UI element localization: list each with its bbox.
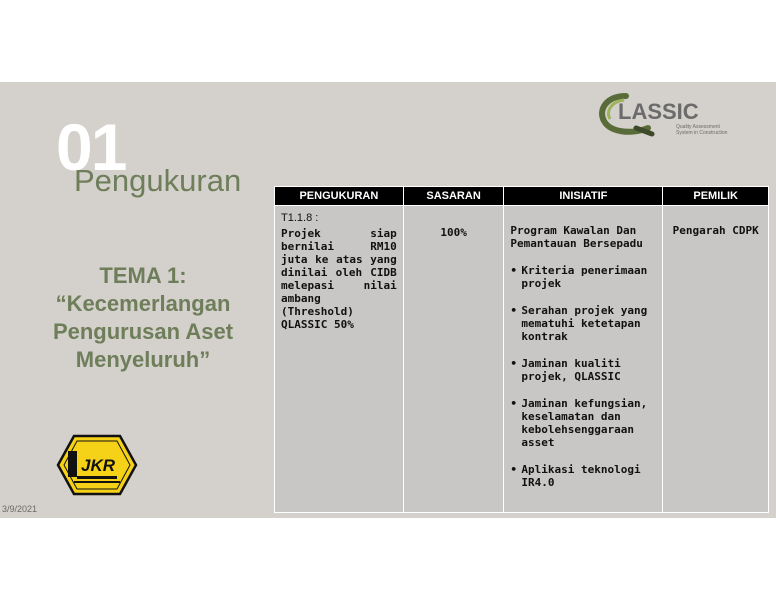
theme-line: “Kecemerlangan [55, 291, 231, 316]
section-title: Pengukuran [74, 163, 242, 198]
table-row [275, 206, 769, 513]
initiative-title: Program Kawalan Dan Pemantauan Bersepadu [510, 224, 643, 250]
target-cell [403, 206, 504, 513]
qlassic-tagline: Quality Assessment [676, 124, 720, 130]
owner-value: Pengarah CDPK [672, 224, 759, 237]
slide-date: 3/9/2021 [2, 504, 38, 514]
theme-title [30, 262, 256, 374]
theme-line: TEMA 1: [99, 263, 187, 288]
list-item: • Jaminan kefungsian, keselamatan dan kebolehsenggaraan asset [510, 397, 656, 449]
qlassic-logo [596, 88, 746, 138]
table-header-row [275, 187, 769, 206]
qlassic-wordmark: LASSIC [618, 99, 699, 124]
header-pemilik: PEMILIK [663, 187, 769, 206]
measure-cell [275, 206, 404, 513]
header-sasaran: SASARAN [403, 187, 504, 206]
theme-line: Pengurusan Aset [52, 319, 234, 344]
theme-line: Menyeluruh” [75, 347, 211, 372]
list-item: • Jaminan kualiti projek, QLASSIC [510, 357, 656, 383]
initiative-list [504, 264, 662, 489]
list-item: • Aplikasi teknologi IR4.0 [510, 463, 656, 489]
header-pengukuran: PENGUKURAN [275, 187, 404, 206]
slide-number: 01 [56, 110, 126, 184]
qlassic-tagline: System in Construction [676, 130, 728, 136]
kpi-table [274, 186, 769, 513]
list-item: • Serahan projek yang mematuhi ketetapan kontrak [510, 304, 656, 343]
jkr-logo [56, 434, 138, 496]
list-item: • Kriteria penerimaan projek [510, 264, 656, 290]
measure-description: Projek siap bernilai RM10 juta ke atas yang dinilai oleh CIDB melepasi nilai ambang (Threshold) QLASSIC 50% [281, 227, 397, 331]
initiative-cell [504, 206, 663, 513]
header-inisiatif: INISIATIF [504, 187, 663, 206]
owner-cell [663, 206, 769, 513]
target-value: 100% [440, 226, 467, 239]
measure-code: T1.1.8 : [281, 212, 319, 224]
jkr-wordmark: JKR [81, 456, 116, 475]
